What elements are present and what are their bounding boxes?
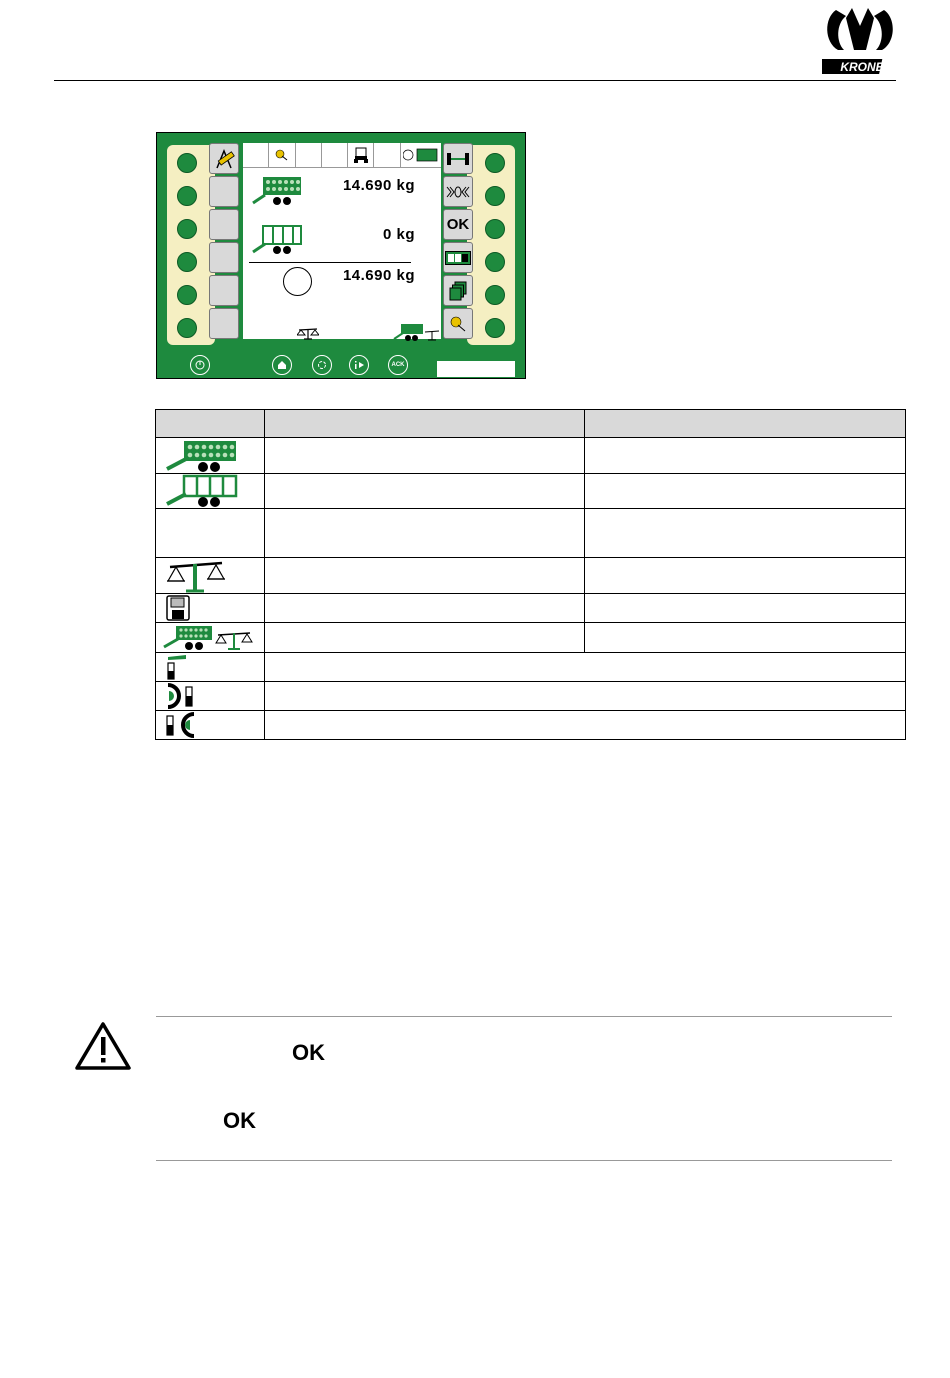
status-cell-4	[322, 143, 348, 167]
table-cell	[585, 438, 906, 474]
sensor-softkey[interactable]	[443, 308, 473, 339]
status-cell-1	[243, 143, 269, 167]
left-knob-6[interactable]	[177, 318, 197, 338]
status-cell-5	[348, 143, 374, 167]
wagon-scale-icon	[162, 625, 254, 651]
table-icon-cell	[156, 682, 265, 711]
right-softkey-rail	[467, 145, 515, 345]
settings-softkey[interactable]	[209, 143, 239, 174]
table-cell	[264, 711, 905, 740]
fill-level-icon	[166, 654, 190, 680]
counter-icon	[445, 251, 471, 265]
table-icon-cell	[156, 438, 265, 474]
status-cell-2	[269, 143, 295, 167]
table-icon-cell	[156, 509, 265, 558]
table-row	[156, 653, 906, 682]
center-axle-icon	[446, 185, 470, 199]
info-button[interactable]	[349, 355, 369, 375]
left-softkey-3[interactable]	[209, 209, 239, 240]
status-cell-3	[296, 143, 322, 167]
table-cell	[264, 653, 905, 682]
terminal-bottom-panel	[437, 361, 515, 377]
table-row	[156, 438, 906, 474]
status-cell-7	[401, 143, 441, 167]
terminal-screenshot	[156, 132, 526, 379]
left-softkey-6[interactable]	[209, 308, 239, 339]
left-softkey-5[interactable]	[209, 275, 239, 306]
scale-icon	[166, 559, 228, 593]
table-cell	[264, 682, 905, 711]
axle-softkey[interactable]	[443, 143, 473, 174]
table-cell	[264, 438, 585, 474]
left-softkey-4[interactable]	[209, 242, 239, 273]
left-knob-4[interactable]	[177, 252, 197, 272]
right-knob-2[interactable]	[485, 186, 505, 206]
loader-wagon-full-icon	[164, 439, 238, 473]
second-load-value: 0 kg	[382, 226, 415, 243]
table-cell	[585, 558, 906, 594]
table-row	[156, 682, 906, 711]
tractor-icon	[353, 147, 369, 163]
warning-bottom-divider	[156, 1160, 892, 1161]
pages-icon	[449, 281, 467, 301]
legend-table	[155, 409, 906, 740]
total-divider	[249, 262, 411, 263]
cycle-icon	[317, 360, 327, 370]
logo-brand-text: KRONE	[840, 60, 884, 74]
status-cell-6	[374, 143, 400, 167]
home-icon	[277, 360, 287, 370]
sensor-softkey-icon	[449, 316, 467, 332]
right-knob-6[interactable]	[485, 318, 505, 338]
table-header-cell	[585, 410, 906, 438]
table-cell	[264, 474, 585, 509]
right-knob-3[interactable]	[485, 219, 505, 239]
table-row	[156, 558, 906, 594]
total-load-value: 14.690 kg	[342, 267, 415, 284]
table-cell	[585, 509, 906, 558]
axle-icon	[446, 152, 470, 166]
home-button[interactable]	[272, 355, 292, 375]
left-softkey-2[interactable]	[209, 176, 239, 207]
table-row	[156, 509, 906, 558]
left-knob-2[interactable]	[177, 186, 197, 206]
table-icon-cell	[156, 474, 265, 509]
ok-softkey-label: OK	[446, 216, 470, 233]
right-knob-1[interactable]	[485, 153, 505, 173]
table-cell	[264, 558, 585, 594]
loader-wagon-empty-icon	[251, 224, 303, 256]
table-cell	[264, 623, 585, 653]
right-knob-5[interactable]	[485, 285, 505, 305]
table-cell	[585, 594, 906, 623]
counter-status-icon	[403, 148, 439, 162]
current-load-value: 14.690 kg	[342, 177, 415, 194]
table-icon-cell	[156, 653, 265, 682]
table-row	[156, 594, 906, 623]
table-cell	[585, 623, 906, 653]
table-row	[156, 474, 906, 509]
terminal-status-bar	[243, 143, 441, 168]
table-cell	[264, 594, 585, 623]
scale-small-icon	[297, 327, 319, 341]
table-icon-cell	[156, 623, 265, 653]
table-icon-cell	[156, 594, 265, 623]
table-icon-cell	[156, 558, 265, 594]
table-row	[156, 623, 906, 653]
sensor-icon	[275, 149, 289, 161]
warning-triangle-icon	[74, 1021, 132, 1071]
right-knob-4[interactable]	[485, 252, 505, 272]
pages-softkey[interactable]	[443, 275, 473, 306]
krone-logo	[822, 4, 898, 76]
power-button[interactable]	[190, 355, 210, 375]
table-cell	[264, 509, 585, 558]
table-header-cell	[156, 410, 265, 438]
ack-button[interactable]	[388, 355, 408, 375]
left-softkey-rail	[167, 145, 215, 345]
wagon-scale-small-icon	[393, 323, 441, 343]
total-indicator-circle	[283, 267, 312, 296]
ruler-compass-icon	[213, 148, 235, 170]
table-header-cell	[264, 410, 585, 438]
ok-key-label: OK	[223, 1108, 256, 1133]
loader-wagon-empty-icon	[164, 474, 238, 508]
loader-wagon-full-icon	[251, 175, 303, 207]
power-icon	[195, 360, 205, 370]
table-header-row	[156, 410, 906, 438]
table-row	[156, 711, 906, 740]
table-cell	[585, 474, 906, 509]
counter-softkey[interactable]	[443, 242, 473, 273]
left-knob-1[interactable]	[177, 153, 197, 173]
table-icon-cell	[156, 711, 265, 740]
axle-left-icon	[166, 683, 196, 709]
center-softkey[interactable]	[443, 176, 473, 207]
ok-softkey[interactable]	[443, 209, 473, 240]
save-icon	[166, 595, 190, 621]
ack-label: ACK	[391, 362, 405, 368]
header-divider	[54, 80, 896, 81]
left-knob-5[interactable]	[177, 285, 197, 305]
cycle-button[interactable]	[312, 355, 332, 375]
left-knob-3[interactable]	[177, 219, 197, 239]
info-icon	[353, 360, 365, 370]
warning-top-divider	[156, 1016, 892, 1017]
axle-right-icon	[166, 712, 196, 738]
ok-key-label: OK	[292, 1040, 325, 1065]
